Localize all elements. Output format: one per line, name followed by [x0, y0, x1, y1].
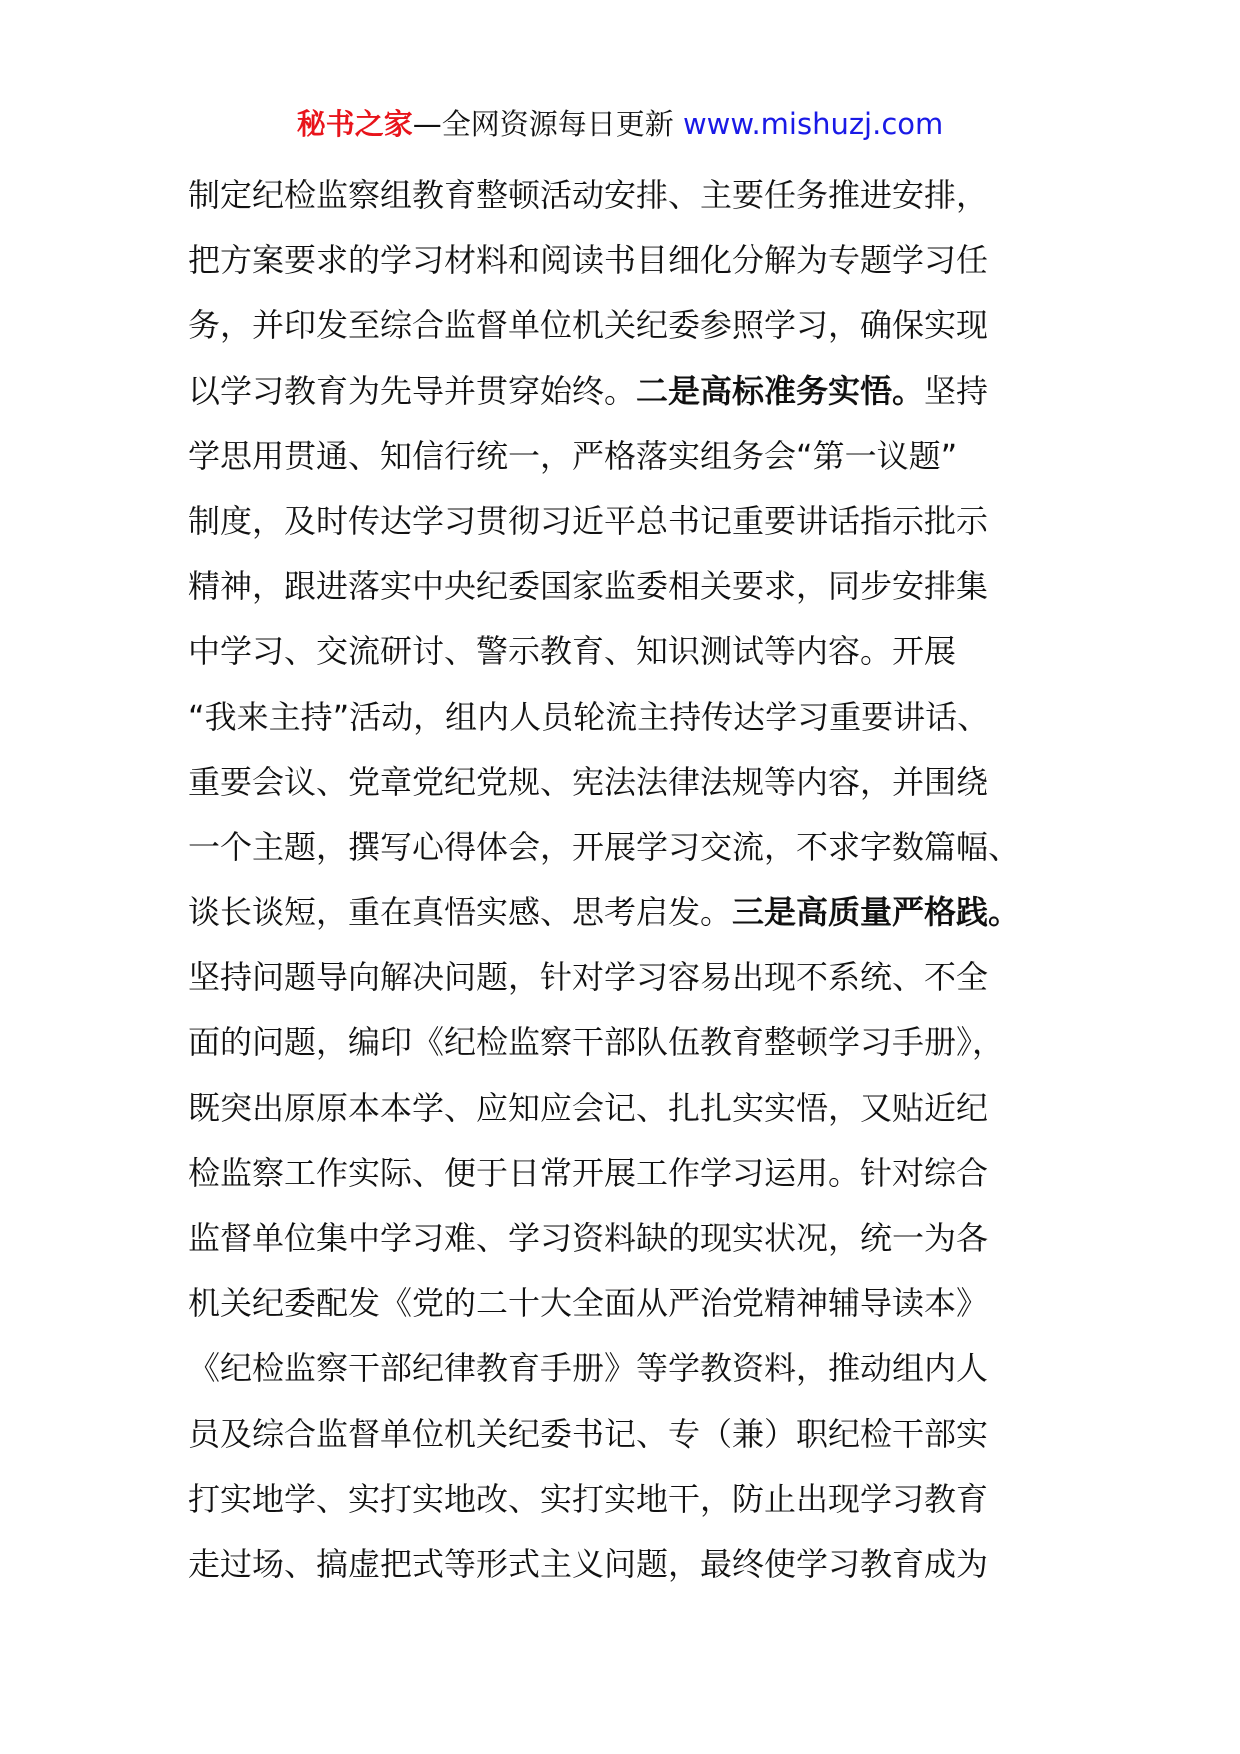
body-paragraph [188, 163, 1058, 1597]
text-run: 员及综合监督单位机关纪委书记、专（兼）职纪检干部实 [188, 1414, 989, 1453]
text-run: 面的问题，编印《纪检监察干部队伍教育整顿学习手册》， [188, 1023, 1005, 1062]
text-run: 谈长谈短，重在真悟实感、思考启发。 [188, 893, 733, 932]
text-line [188, 489, 1058, 554]
bold-heading: 三是高质量严格践。 [732, 893, 1021, 932]
text-line [188, 880, 1058, 945]
text-line [188, 424, 1058, 489]
text-run: 精神，跟进落实中央纪委国家监委相关要求，同步安排集 [188, 567, 989, 606]
text-run: 务，并印发至综合监督单位机关纪委参照学习，确保实现 [188, 306, 989, 345]
text-run: 既突出原原本本学、应知应会记、扎扎实实悟，又贴近纪 [188, 1088, 989, 1127]
bold-heading: 二是高标准务实悟。 [636, 371, 925, 410]
text-line [188, 685, 1058, 750]
text-run: 制度，及时传达学习贯彻习近平总书记重要讲话指示批示 [188, 501, 989, 540]
text-line [188, 554, 1058, 619]
text-run: 《纪检监察干部纪律教育手册》等学教资料，推动组内人 [188, 1349, 989, 1388]
text-line [188, 815, 1058, 880]
text-line [188, 1010, 1058, 1075]
text-run: 学思用贯通、知信行统一，严格落实组务会“第一议题” [188, 436, 958, 475]
text-line [188, 1532, 1058, 1597]
text-line [188, 359, 1058, 424]
text-run: 检监察工作实际、便于日常开展工作学习运用。针对综合 [188, 1153, 989, 1192]
text-line [188, 1076, 1058, 1141]
text-run: 坚持 [924, 371, 989, 410]
text-line [188, 945, 1058, 1010]
text-line [188, 1206, 1058, 1271]
text-run: “我来主持”活动，组内人员轮流主持传达学习重要讲话、 [188, 697, 990, 736]
text-run: 把方案要求的学习材料和阅读书目细化分解为专题学习任 [188, 241, 989, 280]
text-run: 坚持问题导向解决问题，针对学习容易出现不系统、不全 [188, 958, 989, 997]
text-run: 机关纪委配发《党的二十大全面从严治党精神辅导读本》 [188, 1284, 989, 1323]
header-brand: 秘书之家 [296, 107, 413, 141]
page-header [0, 104, 1240, 144]
text-line [188, 1271, 1058, 1336]
text-line [188, 619, 1058, 684]
text-line [188, 1402, 1058, 1467]
text-line [188, 1336, 1058, 1401]
text-run: 以学习教育为先导并贯穿始终。 [188, 371, 637, 410]
text-run: 一个主题，撰写心得体会，开展学习交流，不求字数篇幅、 [188, 827, 1021, 866]
text-line [188, 293, 1058, 358]
text-line [188, 228, 1058, 293]
header-url-link[interactable]: www.mishuzj.com [682, 107, 944, 141]
text-run: 中学习、交流研讨、警示教育、知识测试等内容。开展 [188, 632, 957, 671]
text-run: 制定纪检监察组教育整顿活动安排、主要任务推进安排， [188, 176, 989, 214]
text-run: 打实地学、实打实地改、实打实地干，防止出现学习教育 [188, 1479, 989, 1518]
text-run: 重要会议、党章党纪党规、宪法法律法规等内容，并围绕 [188, 762, 989, 801]
text-run: 走过场、搞虚把式等形式主义问题，最终使学习教育成为 [188, 1544, 989, 1583]
text-line [188, 163, 1058, 228]
text-line [188, 1141, 1058, 1206]
text-line [188, 750, 1058, 815]
text-run: 监督单位集中学习难、学习资料缺的现实状况，统一为各 [188, 1219, 989, 1257]
text-line [188, 1467, 1058, 1532]
header-slogan: —全网资源每日更新 [412, 107, 683, 141]
